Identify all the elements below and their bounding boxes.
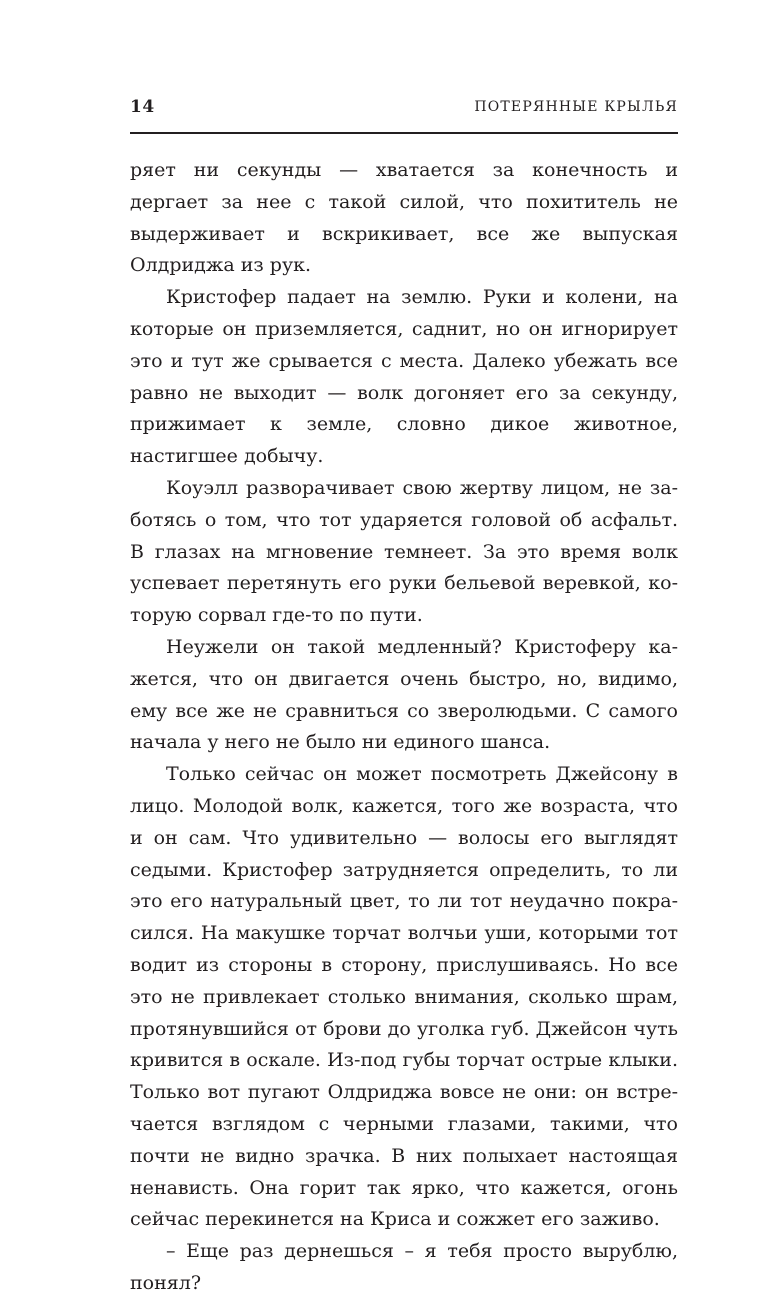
- book-title: ПОТЕРЯННЫЕ КРЫЛЬЯ: [474, 99, 678, 115]
- body-text: [130, 155, 678, 1300]
- paragraph-continued: ряет ни секунды — хватается за конечность и дергает за нее с такой силой, что похититель не выдерживает и вскрикивает, все же выпуская Олдриджа из рук.: [130, 159, 678, 277]
- paragraph: Коуэлл разворачивает свою жертву лицом, не заботясь о том, что тот ударяется головой об асфальт. В глазах на мгновение темнеет. За это время волк успевает перетянуть его руки бельевой веревкой, которую сорвал где-то по пути.: [130, 476, 678, 627]
- running-head: [130, 97, 678, 121]
- page-number: 14: [130, 97, 155, 117]
- paragraph: Только сейчас он может посмотреть Джейсону в лицо. Молодой волк, кажется, того же возраста, что и он сам. Что удивительно — волосы его выглядят седыми. Кристофер затрудняется определить, то ли это его натуральный цвет, то ли тот неудачно покрасился. На макушке торчат волчьи уши, которыми тот водит из стороны в сторону, прислушиваясь. Но все это не привлекает столько внимания, сколько шрам, протянувшийся от брови до уголка губ. Джейсон чуть кривится в оскале. Из-под губы торчат острые клыки. Только вот пугают Олдриджа вовсе не они: он встречается взглядом с черными глазами, такими, что почти не видно зрачка. В них полыхает настоящая ненависть. Она горит так ярко, что кажется, огонь сейчас перекинется на Криса и сожжет его заживо.: [130, 763, 678, 1231]
- paragraph: Кристофер падает на землю. Руки и колени, на которые он приземляется, саднит, но он игнорирует это и тут же срывается с места. Далеко убежать все равно не выходит — волк догоняет его за секунду, прижимает к земле, словно дикое животное, настигшее добычу.: [130, 286, 678, 468]
- header-rule: [130, 132, 678, 134]
- paragraph: Неужели он такой медленный? Кристоферу кажется, что он двигается очень быстро, но, видимо, ему все же не сравниться со зверолюдьми. С самого начала у него не было ни единого шанса.: [130, 635, 678, 754]
- dialogue-paragraph: – Еще раз дернешься – я тебя просто вырублю, понял?: [130, 1240, 678, 1294]
